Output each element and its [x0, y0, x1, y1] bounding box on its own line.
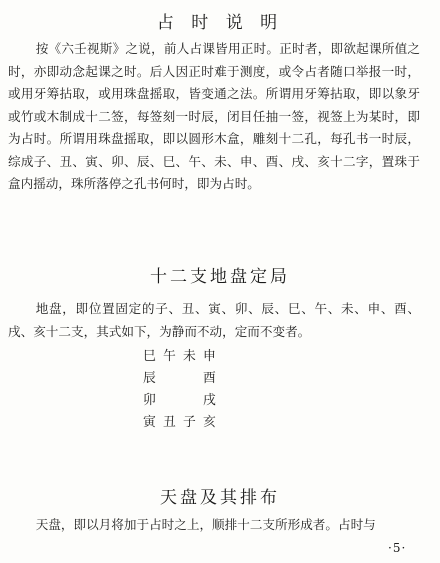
branch-xu: 戌	[203, 393, 216, 408]
paragraph-dipan: 地盘，即位置固定的子、丑、寅、卯、辰、巳、午、未、申、酉、戌、亥十二支，其式如下，为静而不动，定而不变者。	[8, 301, 420, 339]
branch-wei: 未	[183, 349, 196, 364]
grid-row-bottom	[140, 412, 300, 434]
grid-row-top	[140, 346, 300, 368]
section-title-tianpan: 天盘及其排布	[160, 488, 280, 508]
branch-wu: 午	[163, 349, 176, 364]
branch-chen: 辰	[143, 371, 156, 386]
branch-chou: 丑	[163, 415, 176, 430]
paragraph-zhanshi: 按《六壬视斯》之说，前人占课皆用正时。正时者，即欲起课所值之时，亦即动念起课之时。后人因正时难于测度，或令占者随口举报一时，或用牙筹拈取，或用珠盘摇取，皆变通之法。所谓用牙筹拈取，即以象牙或竹或木制成十二签，每签刻一时辰，闭目任抽一签，视签上为某时，即为占时。所谓用珠盘摇取，即以圆形木盒，雕刻十二孔，每孔书一时辰，综成子、丑、寅、卯、辰、巳、午、未、申、酉、戌、亥十二字，置珠于盒内摇动，珠所落停之孔书何时，即为占时。	[8, 41, 420, 191]
branch-hai: 亥	[203, 415, 216, 430]
section-title-dipan: 十二支地盘定局	[150, 267, 290, 287]
grid-row-third	[140, 390, 300, 412]
dipan-grid	[140, 346, 300, 434]
branch-shen: 申	[203, 349, 216, 364]
page-number: ·5·	[388, 541, 407, 555]
branch-mao: 卯	[143, 393, 156, 408]
branch-si: 巳	[143, 349, 156, 364]
branch-yin: 寅	[143, 415, 156, 430]
section-title-zhanshi: 占 时 说 明	[156, 13, 284, 33]
branch-you: 酉	[203, 371, 216, 386]
branch-zi: 子	[183, 415, 196, 430]
grid-row-second	[140, 368, 300, 390]
paragraph-tianpan: 天盘，即以月将加于占时之上，顺排十二支所形成者。占时与	[35, 517, 376, 532]
